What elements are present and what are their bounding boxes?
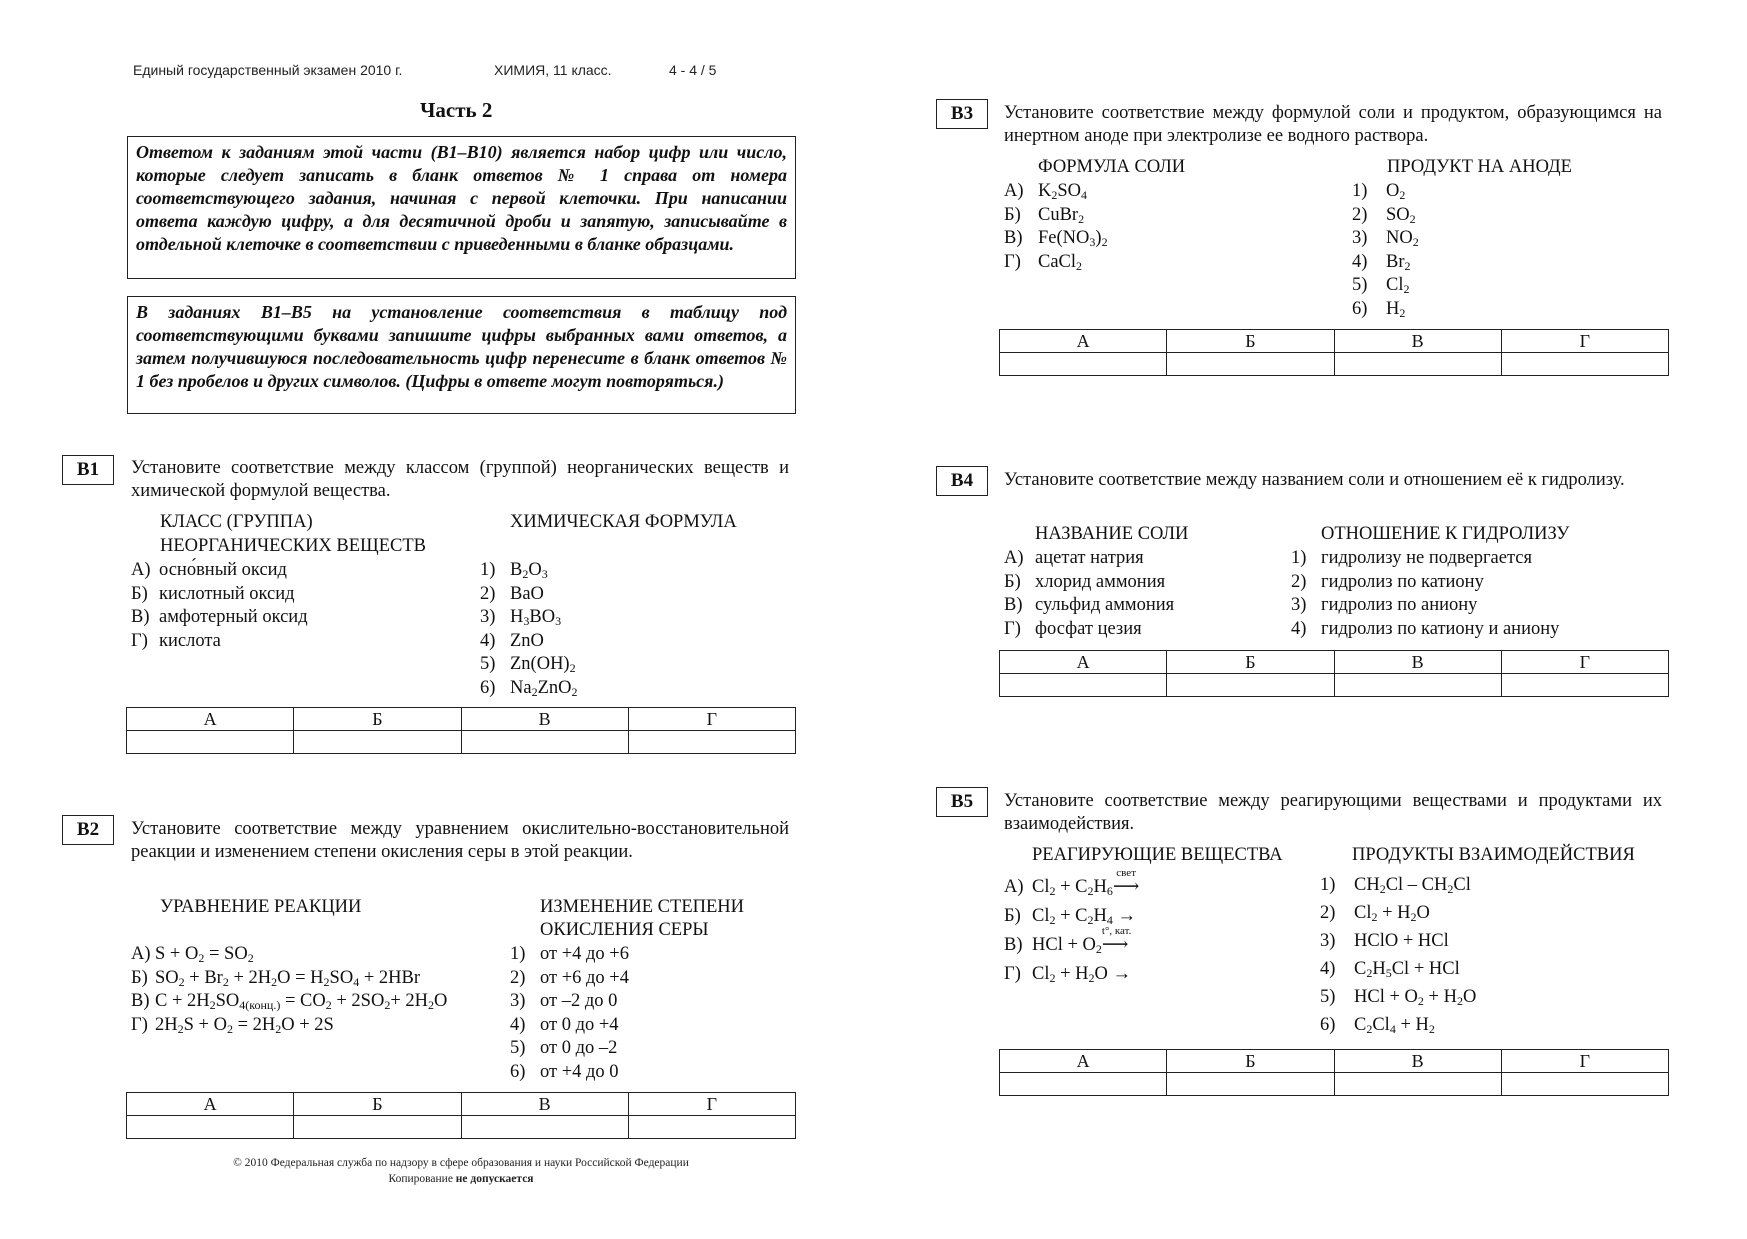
- list-item: 1) от +4 до +6: [510, 944, 629, 964]
- answer-cell[interactable]: [1167, 353, 1334, 376]
- task-label-b4: В4: [936, 466, 988, 496]
- list-item: 1) гидролизу не подвергается: [1291, 548, 1532, 568]
- b1-right-list: [480, 559, 578, 700]
- formula: $K_2SO_4$: [1038, 181, 1088, 202]
- equation: $Cl_2 + H_2O$ →: [1032, 964, 1132, 985]
- formula: $H_3BO_3$: [510, 607, 562, 628]
- equation: $2H_2S + O_2 = 2H_2O + 2S$: [155, 1014, 334, 1036]
- answer-cell[interactable]: [461, 731, 628, 754]
- instructions-box-1: Ответом к заданиям этой части (В1–В10) является набор цифр или число, которые следует записать в бланк ответов № 1 справа от номера соответствующего задания, начиная с первой клеточки. При написании ответа каждую цифру, а для десятичной дроби и запятую, записывайте в отдельной клеточке в соответствии с приведенными в бланке образцами.: [127, 136, 796, 279]
- answer-header: А: [1000, 1050, 1167, 1073]
- formula: $O_2$: [1386, 181, 1406, 202]
- answer-cell[interactable]: [628, 731, 795, 754]
- list-item: В) HCl + $O_2$ t°, кат. ⟶: [1004, 931, 1139, 960]
- list-item: 5) от 0 до –2: [510, 1038, 618, 1058]
- list-item: 2) от +6 до +4: [510, 967, 629, 988]
- b3-col-right: ПРОДУКТ НА АНОДЕ: [1387, 157, 1572, 177]
- equation: $Cl_2 + C_2H_6$: [1032, 877, 1113, 898]
- task-label-b5: В5: [936, 787, 988, 817]
- answer-header: А: [1000, 330, 1167, 353]
- formula: $Na_2ZnO_2$: [510, 677, 578, 699]
- list-item: Г) $Cl_2 + H_2O$ →: [1004, 964, 1132, 985]
- formula: $B_2O_3$: [510, 560, 548, 581]
- answer-header: Б: [294, 708, 461, 731]
- list-item: 2) BaO: [480, 583, 544, 604]
- b5-col-left: РЕАГИРУЮЩИЕ ВЕЩЕСТВА: [1032, 845, 1283, 865]
- b5-col-right: ПРОДУКТЫ ВЗАИМОДЕЙСТВИЯ: [1352, 845, 1635, 865]
- list-item: А) $K_2SO_4$: [1004, 181, 1088, 202]
- formula: HCl + $O_2 + H_2O$: [1354, 987, 1477, 1008]
- formula: BaO: [510, 583, 544, 604]
- footer: [126, 1155, 796, 1187]
- list-item: 5) HCl + $O_2 + H_2O$: [1320, 987, 1477, 1008]
- answer-header: В: [461, 1093, 628, 1116]
- answer-table-b3: [999, 329, 1669, 376]
- formula: $Cl_2$: [1386, 275, 1410, 296]
- list-item: 3) $H_3BO_3$: [480, 607, 562, 628]
- answer-cell[interactable]: [1000, 353, 1167, 376]
- list-item: Б) $SO_2 + Br_2 + 2H_2O = H_2SO_4 + 2HBr$: [131, 967, 420, 989]
- equation: $C + 2H_2SO_{4(конц.)} = CO_2 + 2SO_2+ 2H_2O$: [155, 991, 448, 1012]
- answer-header: Г: [1501, 651, 1668, 674]
- list-item: 3) $NO_2$: [1352, 228, 1419, 249]
- formula: ZnO: [510, 630, 544, 651]
- answer-header: А: [1000, 651, 1167, 674]
- formula: $H_2$: [1386, 298, 1406, 320]
- list-item: А) ацетат натрия: [1004, 548, 1144, 568]
- instructions-box-2: В заданиях В1–В5 на установление соответствия в таблицу под соответствующими буквами запишите цифры выбранных вами ответов, а затем получившуюся последовательность цифр перенесите в бланк ответов № 1 без пробелов и других символов. (Цифры в ответе могут повторяться.): [127, 296, 796, 414]
- answer-header: Б: [1167, 330, 1334, 353]
- answer-cell[interactable]: [127, 1116, 294, 1139]
- answer-header: В: [1334, 1050, 1501, 1073]
- task-b1-question: Установите соответствие между классом (группой) неорганических веществ и химической формулой вещества.: [131, 458, 789, 501]
- formula: $Fe(NO_3)_2$: [1038, 228, 1108, 249]
- answer-table-b2: [126, 1092, 796, 1139]
- answer-table-b5: [999, 1049, 1669, 1096]
- answer-cell[interactable]: [294, 1116, 461, 1139]
- b3-left-list: [1004, 180, 1108, 274]
- b2-left-list: [131, 943, 447, 1037]
- answer-cell[interactable]: [1501, 1073, 1668, 1096]
- list-item: 2) $Cl_2 + H_2O$: [1320, 903, 1430, 924]
- list-item: В) амфотерный оксид: [131, 607, 308, 627]
- list-item: А) $S + O_2 = SO_2$: [131, 944, 254, 965]
- task-b5-question: Установите соответствие между реагирующими веществами и продуктами их взаимодействия.: [1004, 791, 1662, 834]
- task-b3-question: Установите соответствие между формулой соли и продуктом, образующимся на инертном аноде при электролизе ее водного раствора.: [1004, 103, 1662, 146]
- b1-col-left-2: НЕОРГАНИЧЕСКИХ ВЕЩЕСТВ: [160, 536, 427, 556]
- answer-table-b4: [999, 650, 1669, 697]
- b1-col-left-1: КЛАСС (ГРУППА): [160, 512, 313, 532]
- answer-header: А: [127, 1093, 294, 1116]
- answer-table-b1: [126, 707, 796, 754]
- list-item: 5) $Zn(OH)_2$: [480, 654, 576, 675]
- b5-left-list: [1004, 867, 1140, 989]
- task-label-b1: В1: [62, 455, 114, 485]
- reaction-arrow: t°, кат. ⟶: [1101, 925, 1132, 955]
- answer-header: А: [127, 708, 294, 731]
- reaction-arrow: свет ⟶: [1112, 867, 1140, 897]
- answer-cell[interactable]: [1000, 1073, 1167, 1096]
- equation: $S + O_2 = SO_2$: [155, 944, 254, 965]
- formula: $Zn(OH)_2$: [510, 654, 576, 675]
- list-item: Б) кислотный оксид: [131, 583, 295, 604]
- list-item: 4) от 0 до +4: [510, 1014, 619, 1035]
- list-item: 1) $CH_2Cl - CH_2Cl$: [1320, 875, 1471, 896]
- list-item: 6) от +4 до 0: [510, 1061, 619, 1082]
- copyright: © 2010 Федеральная служба по надзору в сфере образования и науки Российской Федерации: [233, 1157, 689, 1169]
- b2-col-left: УРАВНЕНИЕ РЕАКЦИИ: [160, 897, 362, 917]
- list-item: 2) гидролиз по катиону: [1291, 571, 1484, 592]
- list-item: А) $Cl_2 + C_2H_6$ свет ⟶: [1004, 873, 1139, 902]
- list-item: В) $Fe(NO_3)_2$: [1004, 228, 1108, 249]
- task-b4-question: Установите соответствие между названием соли и отношением её к гидролизу.: [1004, 470, 1625, 490]
- answer-header: Г: [1501, 330, 1668, 353]
- formula: $C_2H_5Cl$ + HCl: [1354, 959, 1460, 980]
- list-item: 4) $Br_2$: [1352, 251, 1411, 273]
- list-item: 3) гидролиз по аниону: [1291, 595, 1478, 615]
- copy-notice: Копирование не допускается: [388, 1173, 534, 1185]
- list-item: 4) ZnO: [480, 630, 544, 651]
- list-item: 1) $B_2O_3$: [480, 560, 548, 581]
- answer-cell[interactable]: [294, 731, 461, 754]
- answer-cell[interactable]: [628, 1116, 795, 1139]
- list-item: 5) $Cl_2$: [1352, 275, 1410, 296]
- formula: $CH_2Cl - CH_2Cl$: [1354, 875, 1471, 896]
- answer-header: В: [1334, 330, 1501, 353]
- list-item: 4) гидролиз по катиону и аниону: [1291, 618, 1560, 639]
- b3-col-left: ФОРМУЛА СОЛИ: [1038, 157, 1186, 177]
- answer-header: В: [1334, 651, 1501, 674]
- answer-header: Г: [1501, 1050, 1668, 1073]
- answer-header: В: [461, 708, 628, 731]
- equation: HCl + $O_2$: [1032, 935, 1102, 956]
- answer-cell[interactable]: [461, 1116, 628, 1139]
- list-item: В) $C + 2H_2SO_{4(конц.)} = CO_2 + 2SO_2+ 2H_2O$: [131, 991, 448, 1012]
- b1-col-right: ХИМИЧЕСКАЯ ФОРМУЛА: [510, 512, 737, 532]
- formula: $Br_2$: [1386, 251, 1411, 273]
- list-item: В) сульфид аммония: [1004, 595, 1175, 615]
- task-b2-question: Установите соответствие между уравнением окислительно-восстановительной реакции и изменением степени окисления серы в этой реакции.: [131, 819, 789, 862]
- formula: $SO_2$: [1386, 204, 1416, 226]
- list-item: Г) CaCl$_2$: [1004, 251, 1083, 273]
- list-item: А) осно́вный оксид: [131, 560, 287, 580]
- answer-header: Г: [628, 1093, 795, 1116]
- list-item: 4) $C_2H_5Cl$ + HCl: [1320, 959, 1460, 980]
- equation: $Cl_2 + C_2H_4$ →: [1032, 906, 1137, 927]
- answer-cell[interactable]: [1501, 674, 1668, 697]
- answer-cell[interactable]: [1501, 353, 1668, 376]
- list-item: 1) $O_2$: [1352, 181, 1406, 202]
- b1-left-list: [131, 559, 308, 653]
- list-item: Г) кислота: [131, 630, 221, 651]
- list-item: 3) от –2 до 0: [510, 991, 618, 1011]
- answer-cell[interactable]: [1334, 674, 1501, 697]
- b2-col-right-1: ИЗМЕНЕНИЕ СТЕПЕНИ: [540, 897, 745, 917]
- page-number: 4 - 4 / 5: [669, 62, 717, 78]
- list-item: Г) фосфат цезия: [1004, 618, 1142, 639]
- answer-cell[interactable]: [1167, 674, 1334, 697]
- answer-cell[interactable]: [1334, 353, 1501, 376]
- answer-cell[interactable]: [1167, 1073, 1334, 1096]
- answer-header: Г: [628, 708, 795, 731]
- task-label-b2: В2: [62, 815, 114, 845]
- b2-right-list: [510, 943, 629, 1084]
- list-item: 6) $C_2Cl_4 + H_2$: [1320, 1015, 1435, 1036]
- b2-col-right-2: ОКИСЛЕНИЯ СЕРЫ: [540, 920, 709, 940]
- b4-left-list: [1004, 547, 1174, 641]
- b5-right-list: [1320, 871, 1476, 1039]
- equation: $SO_2 + Br_2 + 2H_2O = H_2SO_4 + 2HBr$: [155, 967, 420, 989]
- list-item: Б) CuBr$_2$: [1004, 204, 1085, 226]
- answer-cell[interactable]: [1000, 674, 1167, 697]
- b3-right-list: [1352, 180, 1419, 321]
- list-item: Б) хлорид аммония: [1004, 571, 1166, 592]
- answer-cell[interactable]: [127, 731, 294, 754]
- part-title: Часть 2: [420, 98, 493, 122]
- list-item: Г) $2H_2S + O_2 = 2H_2O + 2S$: [131, 1014, 334, 1036]
- answer-header: Б: [1167, 1050, 1334, 1073]
- b4-col-left: НАЗВАНИЕ СОЛИ: [1035, 524, 1189, 544]
- formula: CaCl$_2$: [1038, 251, 1083, 273]
- list-item: 6) $H_2$: [1352, 298, 1406, 320]
- formula: HClO + HCl: [1354, 931, 1449, 951]
- list-item: 3) HClO + HCl: [1320, 931, 1449, 951]
- formula: $Cl_2 + H_2O$: [1354, 903, 1430, 924]
- list-item: Б) $Cl_2 + C_2H_4$ →: [1004, 906, 1137, 927]
- b4-right-list: [1291, 547, 1559, 641]
- task-label-b3: В3: [936, 99, 988, 129]
- formula: CuBr$_2$: [1038, 204, 1085, 226]
- exam-name: Единый государственный экзамен 2010 г.: [133, 62, 403, 78]
- answer-header: Б: [1167, 651, 1334, 674]
- answer-cell[interactable]: [1334, 1073, 1501, 1096]
- b4-col-right: ОТНОШЕНИЕ К ГИДРОЛИЗУ: [1321, 524, 1570, 544]
- formula: $NO_2$: [1386, 228, 1419, 249]
- formula: $C_2Cl_4 + H_2$: [1354, 1015, 1435, 1036]
- list-item: 2) $SO_2$: [1352, 204, 1416, 226]
- subject: ХИМИЯ, 11 класс.: [494, 62, 612, 78]
- answer-header: Б: [294, 1093, 461, 1116]
- list-item: 6) $Na_2ZnO_2$: [480, 677, 578, 699]
